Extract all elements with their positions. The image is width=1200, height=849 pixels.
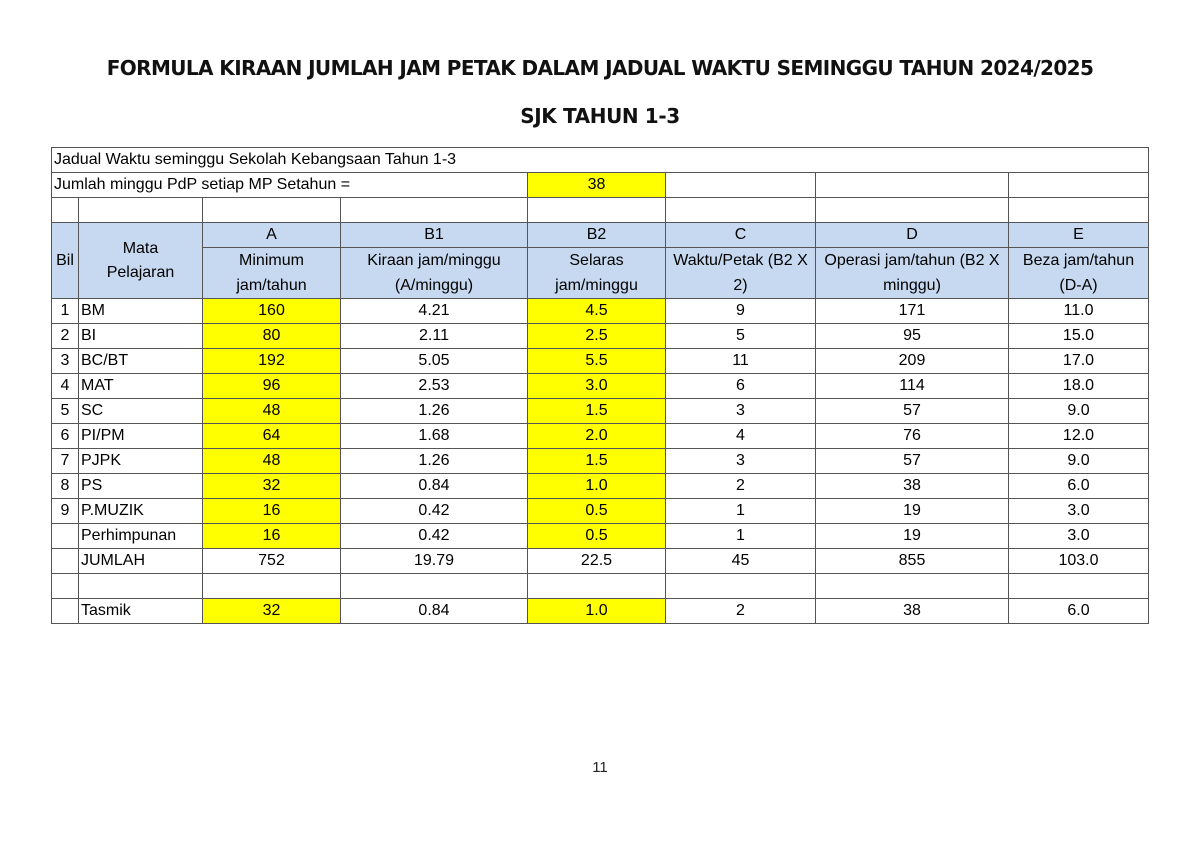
header-code-c: C bbox=[666, 223, 816, 248]
header-code-b2: B2 bbox=[528, 223, 666, 248]
row-subject: Perhimpunan bbox=[79, 524, 203, 549]
document-title: FORMULA KIRAAN JUMLAH JAM PETAK DALAM JADUAL WAKTU SEMINGGU TAHUN 2024/2025 bbox=[106, 56, 1094, 80]
row-a: 32 bbox=[203, 474, 341, 499]
table-row bbox=[52, 324, 1149, 349]
row-e: 6.0 bbox=[1009, 474, 1149, 499]
extra-d: 38 bbox=[816, 599, 1009, 624]
row-e: 3.0 bbox=[1009, 524, 1149, 549]
row-subject: MAT bbox=[79, 374, 203, 399]
row-b2: 1.0 bbox=[528, 474, 666, 499]
row-d: 114 bbox=[816, 374, 1009, 399]
row-a: 160 bbox=[203, 299, 341, 324]
row-a: 48 bbox=[203, 449, 341, 474]
timetable-formula-table bbox=[51, 147, 1149, 624]
table-row bbox=[52, 524, 1149, 549]
row-c: 1 bbox=[666, 524, 816, 549]
row-d: 19 bbox=[816, 524, 1009, 549]
header-label-b2: Selaras jam/minggu bbox=[528, 248, 666, 299]
row-e: 9.0 bbox=[1009, 399, 1149, 424]
extra-b2: 1.0 bbox=[528, 599, 666, 624]
row-bil: 5 bbox=[52, 399, 79, 424]
caption-row bbox=[52, 148, 1149, 173]
row-subject: SC bbox=[79, 399, 203, 424]
row-d: 19 bbox=[816, 499, 1009, 524]
row-subject: PS bbox=[79, 474, 203, 499]
table-row bbox=[52, 374, 1149, 399]
row-c: 9 bbox=[666, 299, 816, 324]
row-d: 209 bbox=[816, 349, 1009, 374]
extra-subject: Tasmik bbox=[79, 599, 203, 624]
row-e: 9.0 bbox=[1009, 449, 1149, 474]
row-b2: 4.5 bbox=[528, 299, 666, 324]
row-a: 64 bbox=[203, 424, 341, 449]
row-subject: BM bbox=[79, 299, 203, 324]
weeks-value: 38 bbox=[528, 173, 666, 198]
row-b2: 1.5 bbox=[528, 449, 666, 474]
header-label-e: Beza jam/tahun (D-A) bbox=[1009, 248, 1149, 299]
row-subject: PJPK bbox=[79, 449, 203, 474]
row-b2: 2.5 bbox=[528, 324, 666, 349]
header-label-b1: Kiraan jam/minggu (A/minggu) bbox=[341, 248, 528, 299]
row-c: 3 bbox=[666, 449, 816, 474]
extra-row bbox=[52, 599, 1149, 624]
extra-e: 6.0 bbox=[1009, 599, 1149, 624]
table-row bbox=[52, 474, 1149, 499]
row-b1: 4.21 bbox=[341, 299, 528, 324]
row-c: 1 bbox=[666, 499, 816, 524]
row-bil: 4 bbox=[52, 374, 79, 399]
table-row bbox=[52, 449, 1149, 474]
row-subject: BI bbox=[79, 324, 203, 349]
row-d: 38 bbox=[816, 474, 1009, 499]
total-d: 855 bbox=[816, 549, 1009, 574]
total-a: 752 bbox=[203, 549, 341, 574]
row-subject: PI/PM bbox=[79, 424, 203, 449]
row-e: 12.0 bbox=[1009, 424, 1149, 449]
row-bil: 6 bbox=[52, 424, 79, 449]
row-subject: BC/BT bbox=[79, 349, 203, 374]
row-b1: 0.42 bbox=[341, 524, 528, 549]
total-e: 103.0 bbox=[1009, 549, 1149, 574]
row-bil: 7 bbox=[52, 449, 79, 474]
row-c: 5 bbox=[666, 324, 816, 349]
row-a: 16 bbox=[203, 499, 341, 524]
weeks-label: Jumlah minggu PdP setiap MP Setahun = bbox=[52, 173, 528, 198]
extra-c: 2 bbox=[666, 599, 816, 624]
row-b1: 0.84 bbox=[341, 474, 528, 499]
header-label-c: Waktu/Petak (B2 X 2) bbox=[666, 248, 816, 299]
header-codes-row bbox=[52, 223, 1149, 248]
row-a: 96 bbox=[203, 374, 341, 399]
row-d: 76 bbox=[816, 424, 1009, 449]
row-b1: 5.05 bbox=[341, 349, 528, 374]
row-c: 4 bbox=[666, 424, 816, 449]
row-b1: 2.11 bbox=[341, 324, 528, 349]
row-d: 57 bbox=[816, 399, 1009, 424]
row-a: 16 bbox=[203, 524, 341, 549]
spacer-row bbox=[52, 198, 1149, 223]
row-b2: 2.0 bbox=[528, 424, 666, 449]
row-b2: 0.5 bbox=[528, 499, 666, 524]
header-code-a: A bbox=[203, 223, 341, 248]
row-d: 57 bbox=[816, 449, 1009, 474]
row-bil: 8 bbox=[52, 474, 79, 499]
extra-a: 32 bbox=[203, 599, 341, 624]
row-c: 6 bbox=[666, 374, 816, 399]
row-bil: 1 bbox=[52, 299, 79, 324]
row-d: 95 bbox=[816, 324, 1009, 349]
header-labels-row bbox=[52, 248, 1149, 299]
row-d: 171 bbox=[816, 299, 1009, 324]
total-label: JUMLAH bbox=[79, 549, 203, 574]
weeks-row bbox=[52, 173, 1149, 198]
table-row bbox=[52, 299, 1149, 324]
row-a: 48 bbox=[203, 399, 341, 424]
row-e: 3.0 bbox=[1009, 499, 1149, 524]
table-row bbox=[52, 399, 1149, 424]
table-row bbox=[52, 499, 1149, 524]
row-b1: 0.42 bbox=[341, 499, 528, 524]
row-c: 11 bbox=[666, 349, 816, 374]
row-b2: 1.5 bbox=[528, 399, 666, 424]
row-bil bbox=[52, 524, 79, 549]
row-a: 192 bbox=[203, 349, 341, 374]
row-c: 3 bbox=[666, 399, 816, 424]
header-subject: Mata Pelajaran bbox=[79, 223, 203, 299]
row-e: 15.0 bbox=[1009, 324, 1149, 349]
row-b2: 3.0 bbox=[528, 374, 666, 399]
total-b1: 19.79 bbox=[341, 549, 528, 574]
extra-b1: 0.84 bbox=[341, 599, 528, 624]
spacer-row bbox=[52, 574, 1149, 599]
row-a: 80 bbox=[203, 324, 341, 349]
header-label-d: Operasi jam/tahun (B2 X minggu) bbox=[816, 248, 1009, 299]
header-code-e: E bbox=[1009, 223, 1149, 248]
row-bil: 9 bbox=[52, 499, 79, 524]
row-b1: 1.26 bbox=[341, 449, 528, 474]
table-caption: Jadual Waktu seminggu Sekolah Kebangsaan Tahun 1-3 bbox=[52, 148, 1149, 173]
total-b2: 22.5 bbox=[528, 549, 666, 574]
row-b2: 0.5 bbox=[528, 524, 666, 549]
row-c: 2 bbox=[666, 474, 816, 499]
header-label-a: Minimum jam/tahun bbox=[203, 248, 341, 299]
row-bil: 2 bbox=[52, 324, 79, 349]
table-row bbox=[52, 424, 1149, 449]
row-b1: 1.26 bbox=[341, 399, 528, 424]
row-b1: 2.53 bbox=[341, 374, 528, 399]
page-number: 11 bbox=[592, 759, 608, 776]
row-b1: 1.68 bbox=[341, 424, 528, 449]
row-e: 18.0 bbox=[1009, 374, 1149, 399]
row-e: 11.0 bbox=[1009, 299, 1149, 324]
header-code-d: D bbox=[816, 223, 1009, 248]
header-bil: Bil bbox=[52, 223, 79, 299]
total-row bbox=[52, 549, 1149, 574]
row-b2: 5.5 bbox=[528, 349, 666, 374]
row-bil: 3 bbox=[52, 349, 79, 374]
total-c: 45 bbox=[666, 549, 816, 574]
row-subject: P.MUZIK bbox=[79, 499, 203, 524]
table-row bbox=[52, 349, 1149, 374]
document-subtitle: SJK TAHUN 1-3 bbox=[520, 104, 680, 128]
header-code-b1: B1 bbox=[341, 223, 528, 248]
row-e: 17.0 bbox=[1009, 349, 1149, 374]
